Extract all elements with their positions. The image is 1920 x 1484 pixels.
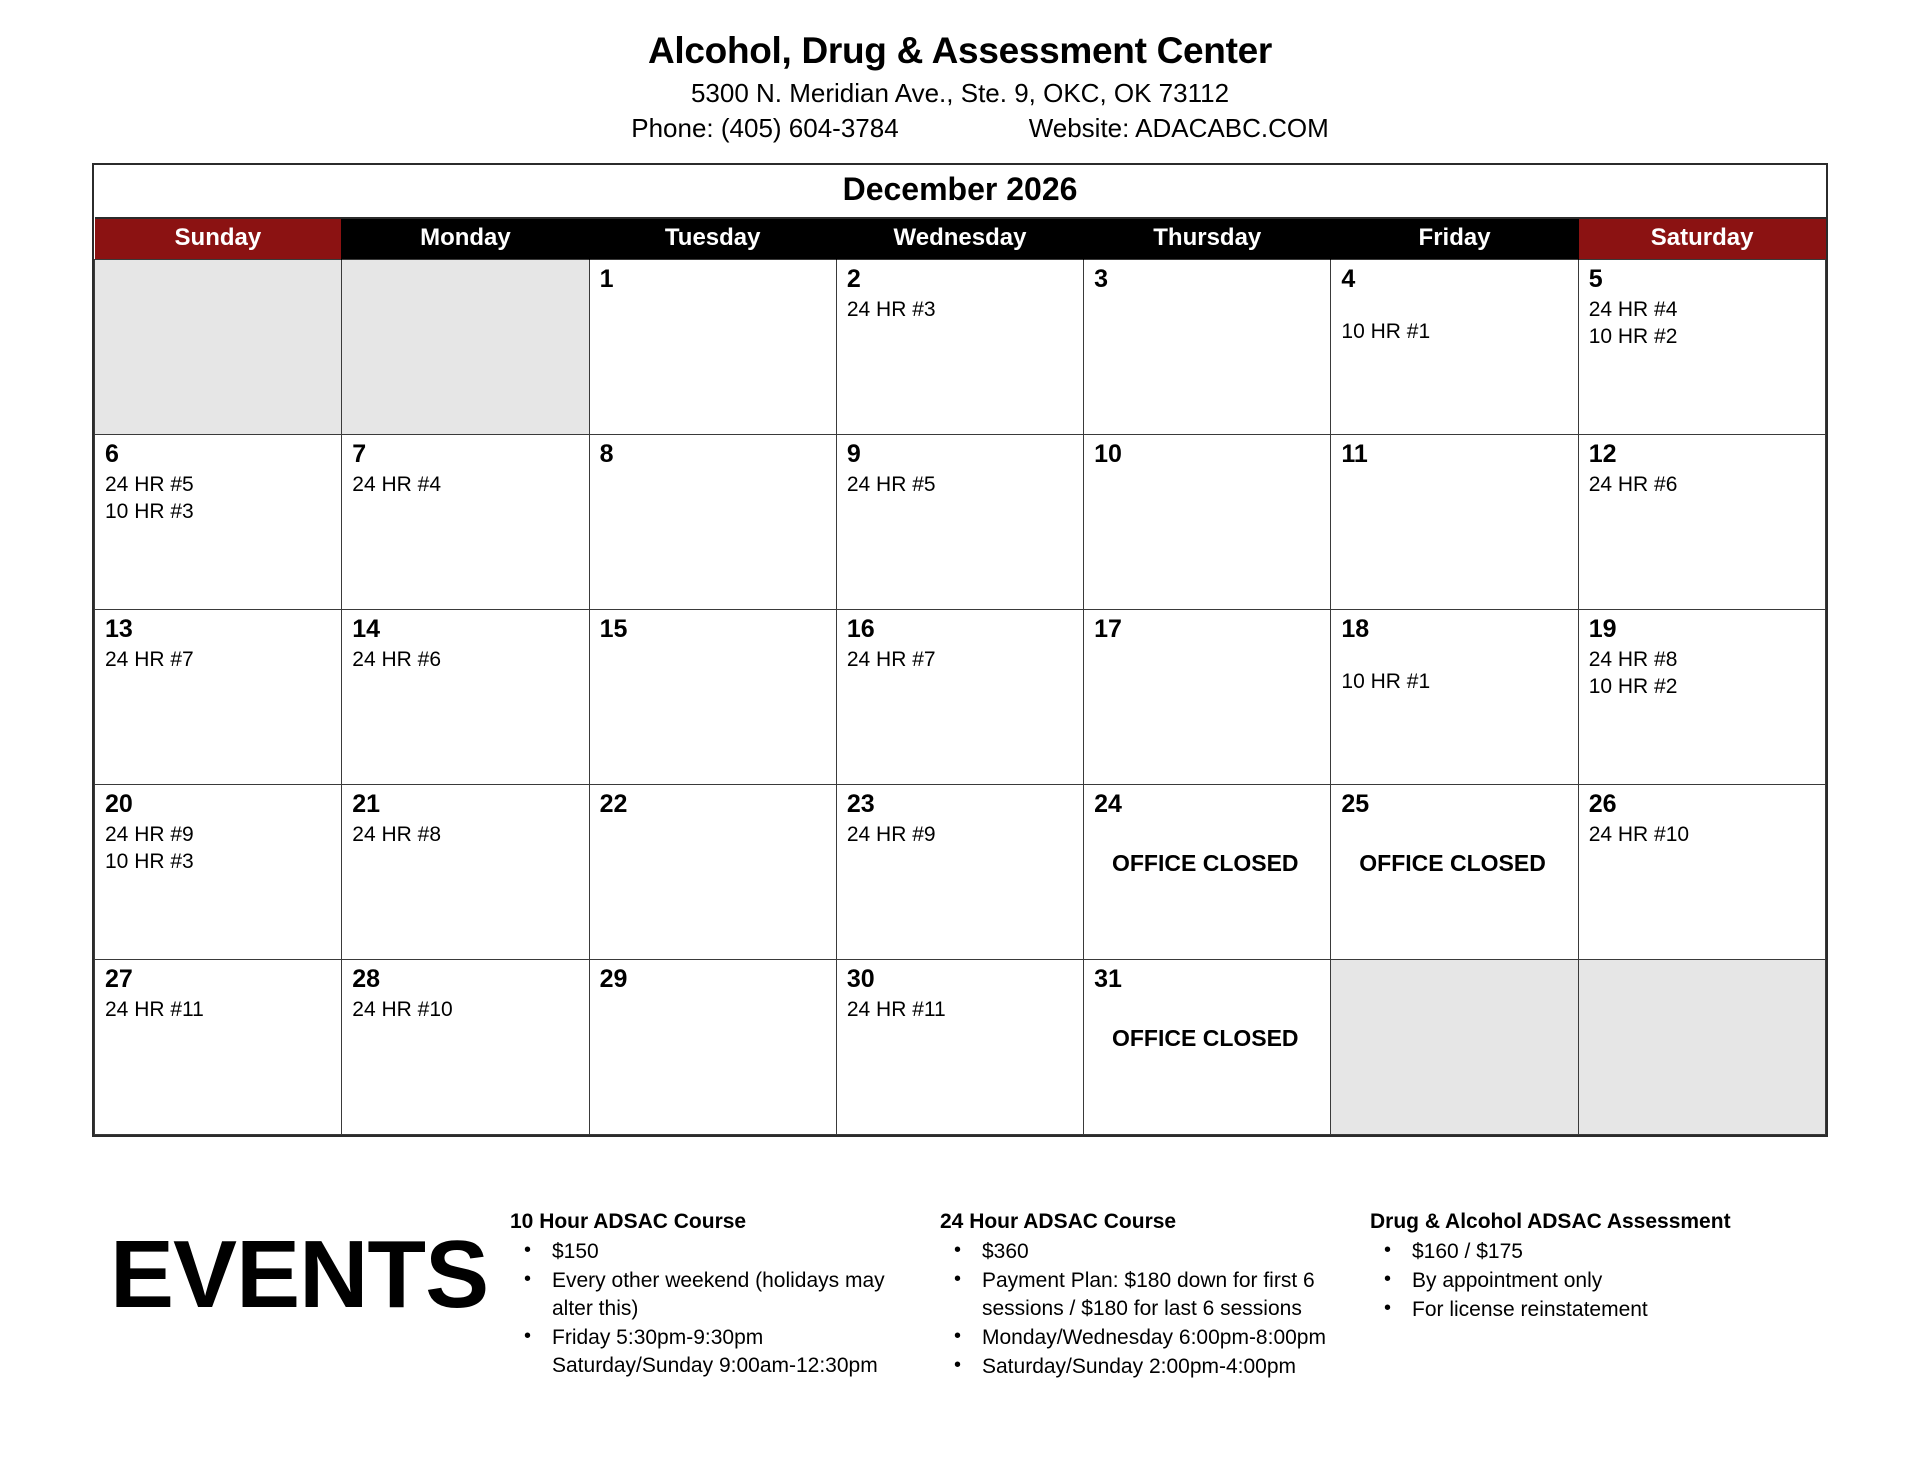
calendar-week-row xyxy=(95,960,1826,1135)
calendar-day-number: 5 xyxy=(1588,265,1603,294)
calendar-event-label[interactable]: 10 HR #1 xyxy=(1341,669,1431,693)
calendar-day-number: 18 xyxy=(1341,615,1370,644)
calendar-month-title: December 2026 xyxy=(95,165,1826,218)
calendar-day-number: 27 xyxy=(105,965,133,994)
calendar-cell-day[interactable] xyxy=(836,785,1083,960)
day-header-sunday: Sunday xyxy=(95,218,342,260)
calendar-table xyxy=(94,165,1826,1135)
calendar-day-number: 10 xyxy=(1094,440,1122,469)
office-closed-label: OFFICE CLOSED xyxy=(1111,849,1299,876)
calendar-day-number: 1 xyxy=(599,265,614,294)
calendar-week-row xyxy=(95,435,1826,610)
calendar-cell-day[interactable] xyxy=(1084,785,1331,960)
events-column-title: Drug & Alcohol ADSAC Assessment xyxy=(1370,1210,1731,1234)
calendar-event-label[interactable]: 24 HR #8 xyxy=(1588,647,1678,671)
calendar-cell-day[interactable] xyxy=(1578,610,1825,785)
events-list-item xyxy=(940,1353,1340,1381)
calendar-cell-empty xyxy=(1578,960,1825,1135)
clinic-website: Website: ADACABC.COM xyxy=(1028,112,1329,143)
calendar-event-label[interactable]: 24 HR #5 xyxy=(105,472,194,496)
calendar-day-number: 11 xyxy=(1341,440,1368,469)
day-header-thursday: Thursday xyxy=(1084,218,1331,260)
day-header-tuesday: Tuesday xyxy=(589,218,836,260)
calendar-event-label[interactable]: 24 HR #5 xyxy=(846,472,936,496)
calendar-day-number: 20 xyxy=(105,790,133,819)
calendar-cell-day[interactable] xyxy=(589,260,836,435)
calendar-event-label[interactable]: 24 HR #11 xyxy=(105,997,204,1021)
events-list-item xyxy=(1370,1296,1740,1324)
calendar-day-number: 2 xyxy=(846,265,861,294)
calendar-event-label[interactable]: 10 HR #3 xyxy=(105,849,194,873)
events-item-subtext: Saturday/Sunday 9:00am-12:30pm xyxy=(552,1354,878,1378)
calendar-day-number: 21 xyxy=(352,790,381,819)
calendar-day-header-row xyxy=(95,218,1826,260)
calendar-cell-day[interactable] xyxy=(1331,435,1578,610)
calendar-day-number: 25 xyxy=(1341,790,1370,819)
events-item-text: $150 xyxy=(552,1240,599,1264)
day-header-friday: Friday xyxy=(1331,218,1578,260)
calendar-cell-day[interactable] xyxy=(95,610,342,785)
calendar-day-number: 19 xyxy=(1588,615,1617,644)
calendar-event-label[interactable]: 10 HR #1 xyxy=(1341,319,1431,343)
calendar-day-number: 15 xyxy=(599,615,628,644)
events-list-item xyxy=(510,1267,910,1323)
calendar-day-number: 13 xyxy=(105,615,133,644)
calendar-cell-day[interactable] xyxy=(342,435,589,610)
day-header-wednesday: Wednesday xyxy=(836,218,1083,260)
calendar-event-label[interactable]: 10 HR #2 xyxy=(1588,674,1678,698)
day-header-monday: Monday xyxy=(342,218,589,260)
calendar-cell-day[interactable] xyxy=(95,435,342,610)
calendar-event-label[interactable]: 24 HR #11 xyxy=(846,997,946,1021)
events-column-title: 24 Hour ADSAC Course xyxy=(940,1210,1177,1234)
calendar-day-number: 26 xyxy=(1588,790,1617,819)
events-list-item xyxy=(940,1324,1340,1352)
calendar-event-label[interactable]: 10 HR #2 xyxy=(1588,324,1678,348)
calendar-day-number: 12 xyxy=(1588,440,1617,469)
clinic-name: Alcohol, Drug & Assessment Center xyxy=(647,30,1273,71)
clinic-contact xyxy=(0,112,1920,145)
events-heading: EVENTS xyxy=(110,1221,489,1329)
calendar-cell-day[interactable] xyxy=(589,785,836,960)
events-column-title: 10 Hour ADSAC Course xyxy=(510,1210,747,1234)
calendar-day-number: 17 xyxy=(1094,615,1122,644)
calendar-day-number: 14 xyxy=(352,615,381,644)
events-item-text: Every other weekend (holidays may alter this) xyxy=(552,1269,885,1321)
calendar-cell-day[interactable] xyxy=(95,960,342,1135)
calendar-event-label[interactable]: 24 HR #9 xyxy=(105,822,194,846)
events-list-item xyxy=(1370,1267,1740,1295)
calendar-cell-day[interactable] xyxy=(836,610,1083,785)
calendar-cell-day[interactable] xyxy=(1084,610,1331,785)
office-closed-label: OFFICE CLOSED xyxy=(1111,1024,1299,1051)
calendar-event-label[interactable]: 24 HR #7 xyxy=(846,647,936,671)
calendar-cell-day[interactable] xyxy=(836,960,1083,1135)
events-list xyxy=(1370,1238,1740,1324)
events-column-assessment xyxy=(1370,1209,1770,1325)
calendar-day-number: 31 xyxy=(1094,965,1122,994)
calendar-event-label[interactable]: 24 HR #6 xyxy=(352,647,441,671)
calendar-cell-day[interactable] xyxy=(1084,435,1331,610)
day-header-saturday: Saturday xyxy=(1578,218,1825,260)
calendar-day-number: 7 xyxy=(352,440,367,469)
events-item-text: $360 xyxy=(982,1240,1029,1264)
calendar-event-label[interactable]: 24 HR #6 xyxy=(1588,472,1678,496)
calendar-event-label[interactable]: 10 HR #3 xyxy=(105,499,194,523)
events-item-text: Friday 5:30pm-9:30pm xyxy=(552,1326,764,1350)
calendar-day-number: 28 xyxy=(352,965,381,994)
events-list xyxy=(940,1238,1340,1381)
events-item-text: Saturday/Sunday 2:00pm-4:00pm xyxy=(982,1355,1297,1379)
calendar-cell-day[interactable] xyxy=(1331,260,1578,435)
calendar-cell-day[interactable] xyxy=(589,435,836,610)
calendar-cell-day[interactable] xyxy=(836,260,1083,435)
clinic-header xyxy=(0,0,1920,145)
calendar-day-number: 30 xyxy=(846,965,875,994)
clinic-phone: Phone: (405) 604-3784 xyxy=(631,112,899,143)
calendar-cell-day[interactable] xyxy=(1084,260,1331,435)
calendar-cell-day[interactable] xyxy=(342,960,589,1135)
events-item-text: $160 / $175 xyxy=(1412,1240,1523,1264)
events-item-text: Monday/Wednesday 6:00pm-8:00pm xyxy=(982,1326,1326,1350)
calendar-cell-day[interactable] xyxy=(1084,960,1331,1135)
calendar-day-number: 9 xyxy=(846,440,861,469)
calendar-event-label[interactable]: 24 HR #4 xyxy=(1588,297,1678,321)
calendar-event-label[interactable]: 24 HR #8 xyxy=(352,822,441,846)
calendar-day-number: 24 xyxy=(1094,790,1122,819)
events-list-item xyxy=(1370,1238,1740,1266)
calendar-cell-empty xyxy=(342,260,589,435)
calendar-cell-day[interactable] xyxy=(342,785,589,960)
calendar-day-number: 6 xyxy=(105,440,119,469)
events-list-item xyxy=(940,1267,1340,1323)
events-column-24-hour xyxy=(940,1209,1370,1382)
calendar-day-number: 3 xyxy=(1094,265,1109,294)
calendar-cell-day[interactable] xyxy=(1578,260,1825,435)
events-item-text: By appointment only xyxy=(1412,1269,1603,1293)
calendar-week-row xyxy=(95,785,1826,960)
calendar-cell-day[interactable] xyxy=(95,785,342,960)
calendar-event-label[interactable]: 24 HR #10 xyxy=(1588,822,1690,846)
events-list xyxy=(510,1238,910,1380)
calendar-event-label[interactable]: 24 HR #7 xyxy=(105,647,194,671)
calendar-day-number: 8 xyxy=(599,440,614,469)
events-item-text: Payment Plan: $180 down for first 6 sessions / $180 for last 6 sessions xyxy=(982,1269,1315,1321)
calendar-month-row xyxy=(95,165,1826,218)
calendar-week-row xyxy=(95,260,1826,435)
calendar-week-row xyxy=(95,610,1826,785)
calendar-table-wrapper xyxy=(92,163,1828,1137)
calendar-cell-day[interactable] xyxy=(342,610,589,785)
events-list-item xyxy=(510,1324,910,1380)
calendar-event-label[interactable]: 24 HR #9 xyxy=(846,822,936,846)
calendar-day-number: 23 xyxy=(846,790,875,819)
calendar-weeks-body xyxy=(95,260,1826,1135)
calendar-event-label[interactable]: 24 HR #3 xyxy=(846,297,936,321)
calendar-cell-day[interactable] xyxy=(1331,785,1578,960)
calendar-day-number: 4 xyxy=(1341,265,1356,294)
calendar-cell-day[interactable] xyxy=(589,610,836,785)
calendar-cell-empty xyxy=(95,260,342,435)
events-list-item xyxy=(510,1238,910,1266)
events-section xyxy=(0,1209,1920,1382)
calendar-event-label[interactable]: 24 HR #4 xyxy=(352,472,441,496)
events-column-10-hour xyxy=(510,1209,940,1381)
calendar-cell-day[interactable] xyxy=(1578,785,1825,960)
calendar-cell-empty xyxy=(1331,960,1578,1135)
calendar-cell-day[interactable] xyxy=(836,435,1083,610)
calendar-day-number: 29 xyxy=(599,965,628,994)
calendar-day-number: 16 xyxy=(846,615,875,644)
calendar-event-label[interactable]: 24 HR #10 xyxy=(352,997,453,1021)
events-item-text: For license reinstatement xyxy=(1412,1298,1648,1322)
calendar-cell-day[interactable] xyxy=(1578,435,1825,610)
events-list-item xyxy=(940,1238,1340,1266)
calendar-cell-day[interactable] xyxy=(1331,610,1578,785)
calendar-cell-day[interactable] xyxy=(589,960,836,1135)
office-closed-label: OFFICE CLOSED xyxy=(1359,849,1546,876)
clinic-address: 5300 N. Meridian Ave., Ste. 9, OKC, OK 73112 xyxy=(690,77,1230,108)
calendar-day-number: 22 xyxy=(599,790,628,819)
